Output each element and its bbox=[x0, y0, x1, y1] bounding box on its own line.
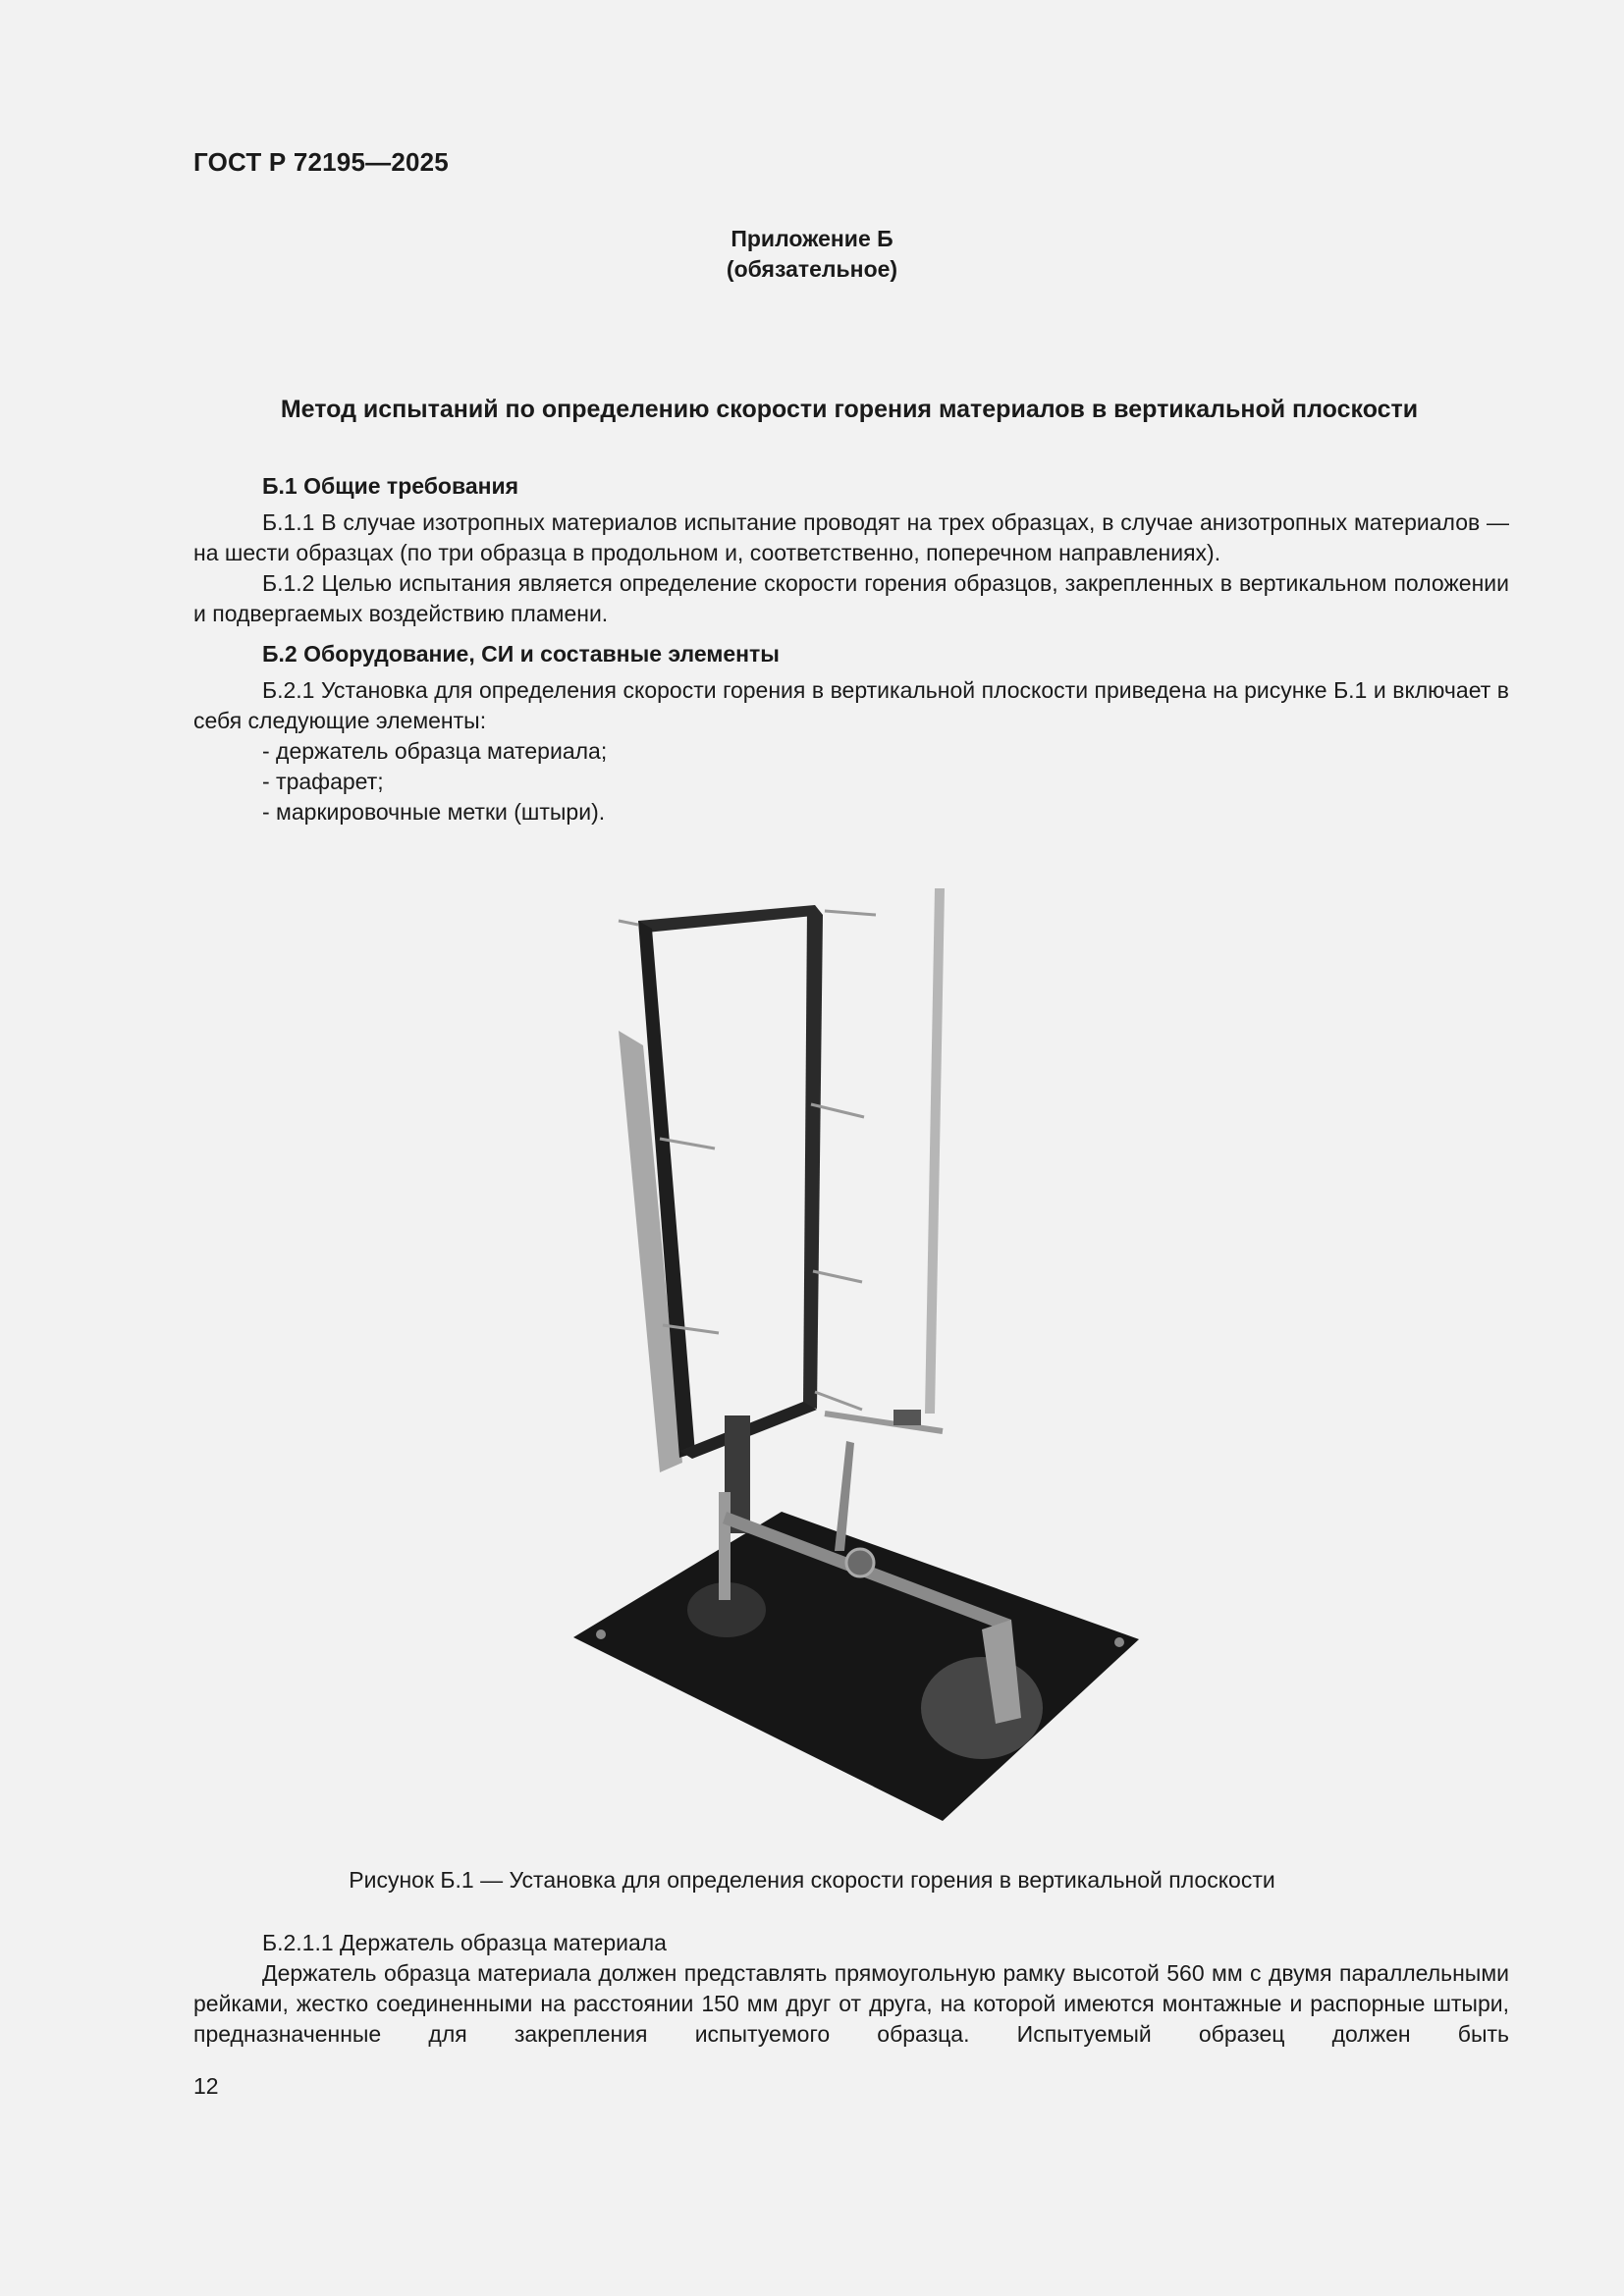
standard-code: ГОСТ Р 72195—2025 bbox=[193, 147, 449, 177]
b1-1-paragraph: Б.1.1 В случае изотропных материалов испытание проводят на трех образцах, в случае анизотропных материалов — на шести образцах (по три образца в продольном и, соответственно, поперечном направлениях). bbox=[193, 509, 1509, 565]
b2-heading: Б.2 Оборудование, СИ и составные элементы bbox=[262, 641, 780, 667]
appendix-heading bbox=[0, 224, 1624, 285]
knob-icon bbox=[846, 1549, 874, 1576]
section-b211 bbox=[193, 1928, 1509, 2050]
b2-1-paragraph: Б.2.1 Установка для определения скорости горения в вертикальной плоскости приведена на рисунке Б.1 и включает в себя следующие элементы: bbox=[193, 677, 1509, 733]
apparatus-photo bbox=[550, 864, 1178, 1845]
appendix-status: (обязательное) bbox=[726, 256, 898, 282]
b1-2-paragraph: Б.1.2 Целью испытания является определение скорости горения образцов, закрепленных в вертикальном положении и подвергаемых воздействию пламени. bbox=[193, 570, 1509, 626]
list-item: - держатель образца материала; bbox=[262, 738, 608, 764]
b211-paragraph: Держатель образца материала должен представлять прямоугольную рамку высотой 560 мм с двумя параллельными рейками, жестко соединенными на расстоянии 150 мм друг от друга, на которой имеются монтажные и распорные штыри, предназначенные для закрепления испытуемого образца. Испытуемый образец должен быть bbox=[193, 1960, 1509, 2047]
frame-right-rail bbox=[803, 907, 823, 1409]
figure-caption: Рисунок Б.1 — Установка для определения скорости горения в вертикальной плоскости bbox=[349, 1867, 1275, 1893]
list-item: - трафарет; bbox=[262, 769, 384, 794]
page-number: 12 bbox=[193, 2073, 219, 2099]
b211-heading: Б.2.1.1 Держатель образца материала bbox=[262, 1930, 667, 1955]
list-item: - маркировочные метки (штыри). bbox=[262, 799, 606, 825]
section-title: Метод испытаний по определению скорости горения материалов в вертикальной плоскости bbox=[280, 396, 1419, 423]
section-b1 bbox=[193, 471, 1509, 828]
b1-heading: Б.1 Общие требования bbox=[262, 473, 519, 499]
burner-arm bbox=[825, 1414, 943, 1431]
appendix-title: Приложение Б bbox=[731, 226, 893, 251]
frame-top-rail bbox=[638, 905, 823, 933]
